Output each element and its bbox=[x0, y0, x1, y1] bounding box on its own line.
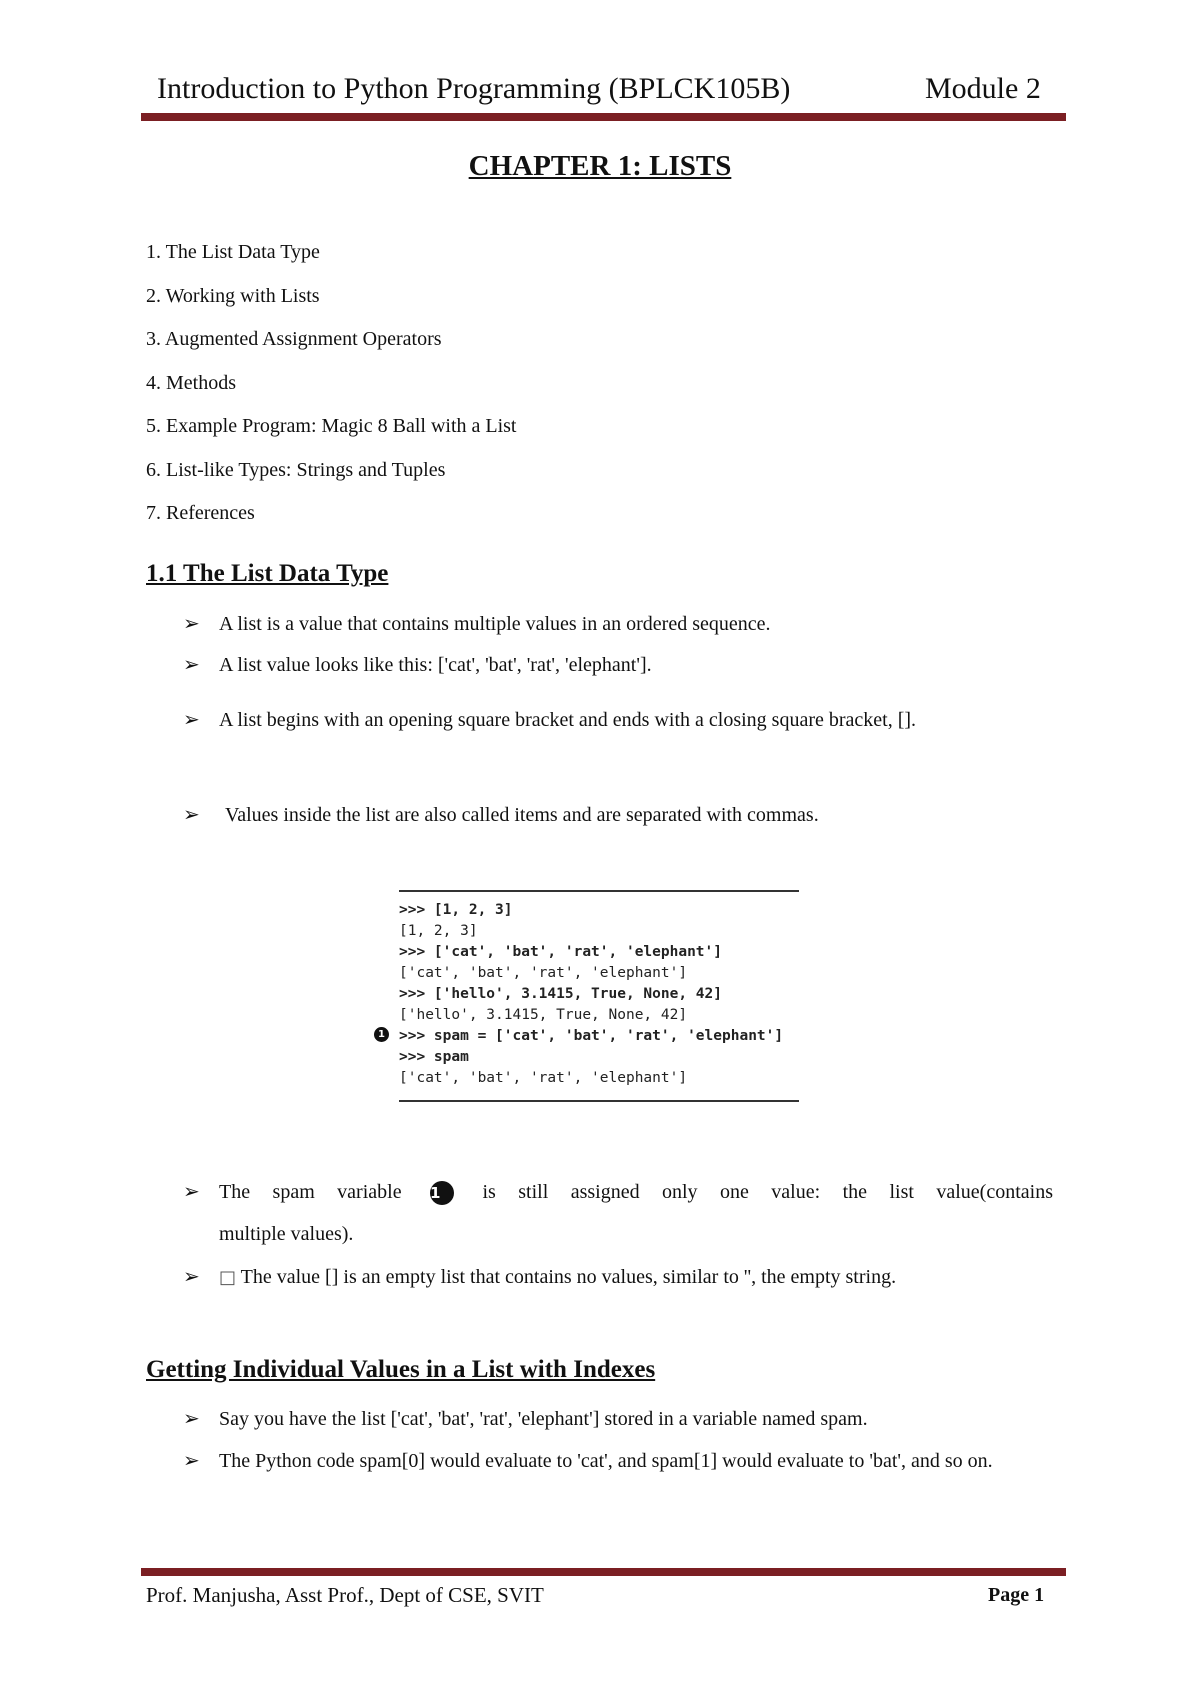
toc-item: 6. List-like Types: Strings and Tuples bbox=[146, 458, 446, 481]
footer-divider bbox=[141, 1568, 1066, 1576]
callout-marker-icon: 1 bbox=[430, 1181, 454, 1205]
page-number: Page 1 bbox=[988, 1584, 1045, 1606]
bullet-item bbox=[183, 1171, 1053, 1214]
toc-item: 4. Methods bbox=[146, 371, 236, 394]
arrow-bullet-icon: ➢ bbox=[183, 1450, 200, 1472]
arrow-bullet-icon: ➢ bbox=[183, 1266, 200, 1288]
bullet-continuation bbox=[183, 1213, 1053, 1255]
bullet-item bbox=[183, 1440, 1053, 1482]
footer-author: Prof. Manjusha, Asst Prof., Dept of CSE, SVIT bbox=[146, 1583, 544, 1607]
bullet-text: multiple values). bbox=[219, 1223, 354, 1245]
code-line: >>> spam = ['cat', 'bat', 'rat', 'elephant'] bbox=[399, 1028, 784, 1044]
section-heading: 1.1 The List Data Type bbox=[146, 560, 389, 587]
bullet-text: A list is a value that contains multiple values in an ordered sequence. bbox=[219, 613, 771, 635]
bullet-text: A list value looks like this: ['cat', 'bat', 'rat', 'elephant']. bbox=[219, 654, 652, 676]
callout-marker-icon: 1 bbox=[374, 1027, 389, 1042]
toc-item: 7. References bbox=[146, 502, 255, 524]
arrow-bullet-icon: ➢ bbox=[183, 654, 200, 676]
toc-item: 1. The List Data Type bbox=[146, 241, 320, 263]
header-module: Module 2 bbox=[925, 72, 1041, 105]
bullet-text bbox=[219, 1256, 1053, 1299]
bullet-item bbox=[183, 1256, 1053, 1299]
arrow-bullet-icon: ➢ bbox=[183, 804, 200, 826]
note-text: The value [] is an empty list that contains no values, similar to '', the empty string. bbox=[240, 1266, 897, 1288]
code-line: >>> ['cat', 'bat', 'rat', 'elephant'] bbox=[399, 944, 723, 960]
empty-box-icon: □ bbox=[219, 1267, 237, 1288]
toc-item: 2. Working with Lists bbox=[146, 284, 320, 307]
arrow-bullet-icon: ➢ bbox=[183, 613, 200, 635]
chapter-title bbox=[0, 150, 1200, 183]
code-line: >>> [1, 2, 3] bbox=[399, 902, 513, 918]
bullet-item bbox=[183, 644, 1053, 686]
bullet-item bbox=[183, 794, 1053, 836]
note-text: The spam variable bbox=[219, 1181, 402, 1203]
bullet-item bbox=[183, 603, 1053, 645]
bullet-item bbox=[183, 699, 1053, 741]
toc-item: 3. Augmented Assignment Operators bbox=[146, 328, 442, 350]
toc-item: 5. Example Program: Magic 8 Ball with a List bbox=[146, 415, 517, 437]
note-text: is still assigned only one value: the list value(contains bbox=[482, 1181, 1053, 1203]
code-line: ['hello', 3.1415, True, None, 42] bbox=[399, 1007, 688, 1023]
arrow-bullet-icon: ➢ bbox=[183, 709, 200, 731]
arrow-bullet-icon: ➢ bbox=[183, 1181, 200, 1203]
code-line: >>> ['hello', 3.1415, True, None, 42] bbox=[399, 986, 723, 1002]
code-example bbox=[399, 890, 799, 1102]
bullet-text: A list begins with an opening square bracket and ends with a closing square bracket, []. bbox=[219, 709, 917, 731]
code-line: ['cat', 'bat', 'rat', 'elephant'] bbox=[399, 1070, 688, 1086]
table-of-contents bbox=[146, 240, 517, 545]
chapter-title-text: CHAPTER 1: LISTS bbox=[468, 150, 732, 182]
bullet-text: Say you have the list ['cat', 'bat', 'rat', 'elephant'] stored in a variable named spam. bbox=[219, 1408, 868, 1430]
header-title: Introduction to Python Programming (BPLCK105B) bbox=[157, 72, 791, 105]
header-divider bbox=[141, 113, 1066, 121]
code-lines bbox=[399, 900, 783, 1089]
arrow-bullet-icon: ➢ bbox=[183, 1408, 200, 1430]
code-line: [1, 2, 3] bbox=[399, 923, 478, 939]
bullet-item bbox=[183, 1398, 1053, 1440]
bullet-text: The Python code spam[0] would evaluate to 'cat', and spam[1] would evaluate to 'bat', and so on. bbox=[219, 1450, 993, 1472]
code-line: ['cat', 'bat', 'rat', 'elephant'] bbox=[399, 965, 688, 981]
bullet-text: Values inside the list are also called items and are separated with commas. bbox=[225, 804, 819, 826]
bullet-text bbox=[219, 1171, 1053, 1214]
section-heading: Getting Individual Values in a List with Indexes bbox=[146, 1356, 656, 1383]
code-line: >>> spam bbox=[399, 1049, 469, 1065]
